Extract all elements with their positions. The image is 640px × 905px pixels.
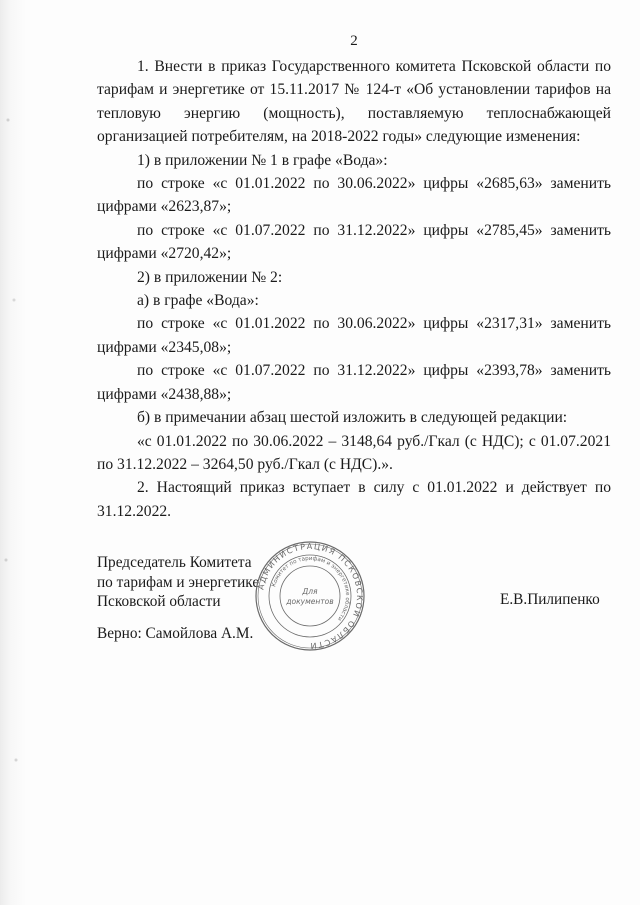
stamp-outer-text: АДМИНИСТРАЦИЯ ПСКОВСКОЙ ОБЛАСТИ — [256, 541, 365, 651]
paragraph-note-text: «с 01.01.2022 по 30.06.2022 – 3148,64 руб./Гкал (с НДС); с 01.07.2021 по 31.12.2022 – 3264,50 руб./Гкал (с НДС).». — [97, 432, 611, 473]
paragraph-appendix-1: 1) в приложении № 1 в графе «Вода»: — [137, 151, 388, 169]
stamp-inner-text: Комитет по тарифам и энергетике области — [271, 555, 351, 622]
paragraph-appendix-2-water: а) в графе «Вода»: — [137, 292, 259, 310]
paragraph-effective-date: 2. Настоящий приказ вступает в силу с 01.01.2022 и действует по 31.12.2022. — [97, 479, 611, 520]
signatory-title — [97, 553, 259, 612]
stamp-center-line-2: документов — [286, 597, 334, 606]
official-stamp — [254, 540, 366, 652]
paragraph-appendix-2: 2) в приложении № 2: — [137, 268, 283, 286]
paragraph-appendix-1-row-1: по строке «с 01.01.2022 по 30.06.2022» цифры «2685,63» заменить цифрами «2623,87»; — [97, 175, 611, 216]
paragraph-note-change: б) в примечании абзац шестой изложить в следующей редакции: — [137, 409, 568, 427]
scan-edge-shadow — [0, 0, 26, 905]
signatory-title-line-2: по тарифам и энергетике — [97, 573, 260, 591]
paragraph-appendix-2-row-2: по строке «с 01.07.2022 по 31.12.2022» цифры «2393,78» заменить цифрами «2438,88»; — [97, 362, 611, 403]
document-body — [97, 55, 611, 523]
page-number: 2 — [350, 33, 358, 49]
paragraph-appendix-2-row-1: по строке «с 01.01.2022 по 30.06.2022» цифры «2317,31» заменить цифрами «2345,08»; — [97, 315, 611, 356]
stamp-center-line-1: Для — [302, 587, 318, 596]
paragraph-appendix-1-row-2: по строке «с 01.07.2022 по 31.12.2022» цифры «2785,45» заменить цифрами «2720,42»; — [97, 221, 611, 263]
stamp-middle-ring — [269, 555, 351, 637]
signatory-name: Е.В.Пилипенко — [500, 591, 600, 608]
stamp-inner-ring — [280, 566, 340, 626]
signatory-title-line-1: Председатель Комитета — [97, 554, 252, 571]
signatory-title-line-3: Псковской области — [97, 593, 221, 610]
paragraph-amend-order: 1. Внести в приказ Государственного комитета Псковской области по тарифам и энергетике от 15.11.2017 № 124-т «Об установлении тарифов на тепловую энергию (мощность), поставляемую теплоснабжающей организацией потребителям, на 2018-2022 годы» следующие изменения: — [97, 58, 611, 146]
verified-by: Верно: Самойлова А.М. — [97, 625, 254, 642]
